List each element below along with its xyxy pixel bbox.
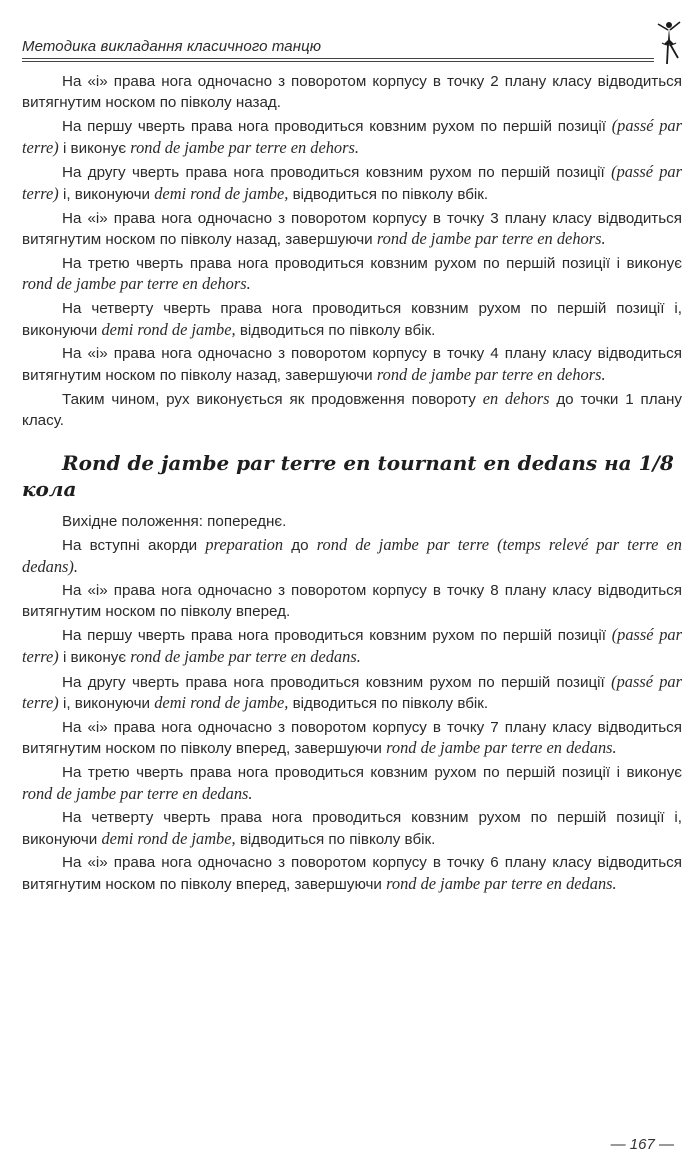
text-run: На третю чверть права нога проводиться ковзним рухом по першій позиції і виконує: [62, 254, 682, 272]
paragraph: [22, 535, 682, 578]
running-header-title: Методика викладання класичного танцю: [22, 38, 322, 55]
italic-term: (passé par terre): [22, 671, 682, 713]
text-run: відводиться по півколу вбік.: [235, 830, 436, 848]
paragraph: [22, 254, 682, 296]
italic-term: rond de jambe par terre en dehors.: [22, 274, 251, 294]
paragraph: [22, 299, 682, 341]
page-number: — 167 —: [610, 1136, 674, 1153]
header-rule-second: [22, 61, 654, 62]
paragraph: [22, 808, 682, 850]
text-run: відводиться по півколу вбік.: [288, 185, 489, 203]
paragraph: [22, 581, 682, 622]
italic-term: rond de jambe par terre en dehors.: [130, 137, 359, 157]
ballerina-silhouette-icon: [652, 18, 686, 68]
text-run: На третю чверть права нога проводиться ковзним рухом по першій позиції і виконує: [62, 764, 682, 782]
italic-term: demi rond de jambe,: [101, 828, 236, 848]
italic-term: rond de jambe par terre (temps relevé par terre en dedans).: [22, 535, 682, 576]
text-run: до: [283, 537, 317, 555]
section-en-dedans: [22, 512, 682, 896]
italic-term: preparation: [205, 535, 284, 555]
paragraph: [22, 389, 682, 431]
italic-term: demi rond de jambe,: [154, 183, 289, 203]
text-run: На «і» права нога одночасно з поворотом корпусу в точку 2 плану класу відводиться витягнутим носком по півколу назад.: [22, 73, 682, 111]
section-en-dehors: [22, 72, 682, 432]
text-run: На «і» права нога одночасно з поворотом корпусу в точку 6 плану класу відводиться витягнутим носком по півколу вперед, завершуючи: [22, 854, 682, 893]
italic-term: rond de jambe par terre en dehors.: [376, 364, 606, 384]
text-run: На вступні акорди: [62, 537, 206, 555]
italic-term: rond de jambe par terre en dedans.: [130, 647, 361, 667]
italic-term: rond de jambe par terre en dedans.: [22, 783, 253, 803]
text-run: до точки 1 плану класу.: [22, 391, 682, 429]
text-run: На «і» права нога одночасно з поворотом корпусу в точку 3 плану класу відводиться витягнутим носком по півколу назад, завершуючи: [22, 209, 682, 249]
text-run: і виконує: [58, 649, 131, 667]
italic-term: rond de jambe par terre en dedans.: [386, 874, 617, 893]
text-run: На другу чверть права нога проводиться ковзним рухом по першій позиції: [62, 673, 612, 691]
paragraph: [22, 672, 682, 715]
italic-term: (passé par terre): [22, 625, 682, 667]
text-run: На першу чверть права нога проводиться ковзним рухом по першій позиції: [62, 118, 612, 136]
paragraph: [22, 344, 682, 386]
paragraph: [22, 718, 682, 760]
section-heading-text: Rond de jambe par terre en tournant en dedans на 1/8 кола: [22, 450, 674, 501]
text-run: і, виконуючи: [58, 695, 155, 713]
header-rule: [22, 58, 654, 59]
italic-term: demi rond de jambe,: [101, 319, 236, 339]
text-run: На четверту чверть права нога проводиться ковзним рухом по першій позиції і, виконуючи: [22, 809, 682, 848]
text-run: відводиться по півколу вбік.: [288, 695, 489, 713]
paragraph: [22, 763, 682, 805]
italic-term: en dehors: [482, 389, 550, 409]
paragraph: [22, 72, 682, 113]
text-run: На другу чверть права нога проводиться ковзним рухом по першій позиції: [62, 164, 612, 182]
italic-term: (passé par terre): [22, 162, 682, 203]
italic-term: rond de jambe par terre en dehors.: [376, 229, 606, 249]
body-text: [22, 72, 682, 899]
text-run: відводиться по півколу вбік.: [235, 321, 436, 339]
text-run: Вихідне положення: попереднє.: [62, 512, 287, 530]
text-run: На першу чверть права нога проводиться ковзним рухом по першій позиції: [62, 627, 612, 645]
paragraph: [22, 116, 682, 159]
paragraph: [22, 162, 682, 205]
italic-term: demi rond de jambe,: [154, 693, 289, 713]
paragraph: [22, 853, 682, 895]
section-heading: [22, 450, 682, 502]
text-run: На «і» права нога одночасно з поворотом корпусу в точку 4 плану класу відводиться витягнутим носком по півколу назад, завершуючи: [22, 345, 682, 384]
paragraph: [22, 512, 682, 533]
italic-term: rond de jambe par terre en dedans.: [386, 738, 617, 758]
paragraph: [22, 625, 682, 668]
text-run: На «і» права нога одночасно з поворотом корпусу в точку 8 плану класу відводиться витягнутим носком по півколу вперед.: [22, 582, 682, 620]
italic-term: (passé par terre): [22, 116, 682, 157]
text-run: Таким чином, рух виконується як продовження повороту: [62, 391, 483, 409]
text-run: На четверту чверть права нога проводиться ковзним рухом по першій позиції і, виконуючи: [22, 299, 682, 339]
paragraph: [22, 209, 682, 251]
text-run: і виконує: [58, 139, 131, 157]
text-run: На «і» права нога одночасно з поворотом корпусу в точку 7 плану класу відводиться витягнутим носком по півколу вперед, завершуючи: [22, 718, 682, 758]
text-run: і, виконуючи: [58, 185, 155, 203]
